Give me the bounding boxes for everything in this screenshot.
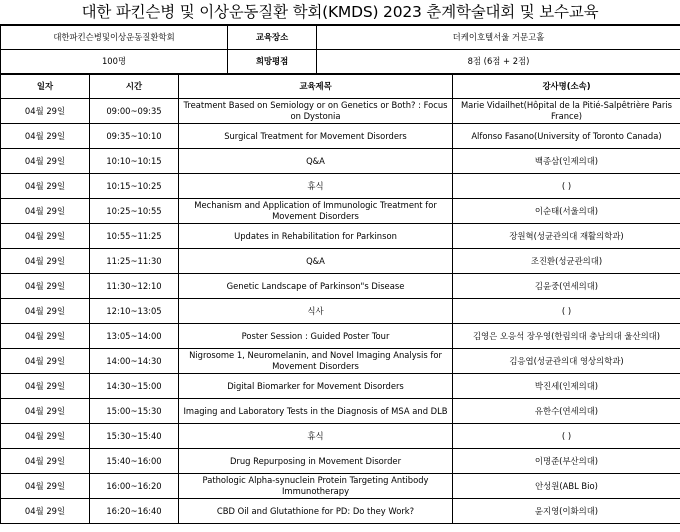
- speaker-cell: ( ): [453, 299, 680, 324]
- speaker-cell: 김영은 오응석 장우영(한림의대 충남의대 울산의대): [453, 324, 680, 349]
- time-cell: 16:20~16:40: [90, 499, 179, 524]
- time-cell: 14:00~14:30: [90, 349, 179, 374]
- date-cell: 04월 29일: [1, 274, 90, 299]
- time-cell: 10:15~10:25: [90, 174, 179, 199]
- table-row: [1, 499, 680, 524]
- table-row: [1, 474, 680, 499]
- speaker-cell: 윤지영(이화의대): [453, 499, 680, 524]
- title-cell: Updates in Rehabilitation for Parkinson: [179, 224, 453, 249]
- date-cell: 04월 29일: [1, 374, 90, 399]
- title-cell: Digital Biomarker for Movement Disorders: [179, 374, 453, 399]
- time-cell: 10:55~11:25: [90, 224, 179, 249]
- title-cell: Poster Session : Guided Poster Tour: [179, 324, 453, 349]
- table-row: [1, 374, 680, 399]
- speaker-cell: 유한수(연세의대): [453, 399, 680, 424]
- table-row: [1, 99, 680, 124]
- header-time: 시간: [90, 75, 179, 99]
- date-cell: 04월 29일: [1, 349, 90, 374]
- time-cell: 14:30~15:00: [90, 374, 179, 399]
- table-row: [1, 249, 680, 274]
- table-row: [1, 124, 680, 149]
- date-cell: 04월 29일: [1, 424, 90, 449]
- time-cell: 10:25~10:55: [90, 199, 179, 224]
- table-row: [1, 224, 680, 249]
- date-cell: 04월 29일: [1, 174, 90, 199]
- date-cell: 04월 29일: [1, 99, 90, 124]
- title-cell: CBD Oil and Glutathione for PD: Do they Work?: [179, 499, 453, 524]
- title-cell: Mechanism and Application of Immunologic Treatment for Movement Disorders: [179, 199, 453, 224]
- table-row: [1, 324, 680, 349]
- schedule-table: [0, 74, 680, 524]
- time-cell: 15:40~16:00: [90, 449, 179, 474]
- title-cell: Genetic Landscape of Parkinson"s Disease: [179, 274, 453, 299]
- title-cell: Treatment Based on Semiology or on Genetics or Both? : Focus on Dystonia: [179, 99, 453, 124]
- date-cell: 04월 29일: [1, 299, 90, 324]
- time-cell: 16:00~16:20: [90, 474, 179, 499]
- title-cell: 휴식: [179, 424, 453, 449]
- date-cell: 04월 29일: [1, 449, 90, 474]
- title-cell: 식사: [179, 299, 453, 324]
- title-cell: Pathologic Alpha-synuclein Protein Targeting Antibody Immunotherapy: [179, 474, 453, 499]
- time-cell: 11:25~11:30: [90, 249, 179, 274]
- table-row: [1, 299, 680, 324]
- title-cell: Q&A: [179, 149, 453, 174]
- time-cell: 09:35~10:10: [90, 124, 179, 149]
- date-cell: 04월 29일: [1, 399, 90, 424]
- place-value: 더케이호텔서울 거문고홀: [317, 26, 680, 50]
- speaker-cell: 안성원(ABL Bio): [453, 474, 680, 499]
- title-cell: Q&A: [179, 249, 453, 274]
- speaker-cell: ( ): [453, 174, 680, 199]
- title-cell: Drug Repurposing in Movement Disorder: [179, 449, 453, 474]
- place-label: 교육장소: [228, 26, 317, 50]
- title-cell: Surgical Treatment for Movement Disorders: [179, 124, 453, 149]
- date-cell: 04월 29일: [1, 199, 90, 224]
- page-title: 대한 파킨슨병 및 이상운동질환 학회(KMDS) 2023 춘계학술대회 및 보수교육: [0, 0, 680, 25]
- table-row: [1, 424, 680, 449]
- time-cell: 13:05~14:00: [90, 324, 179, 349]
- speaker-cell: 김응엽(성균관의대 영상의학과): [453, 349, 680, 374]
- header-speaker: 강사명(소속): [453, 75, 680, 99]
- speaker-cell: 이명준(부산의대): [453, 449, 680, 474]
- title-cell: Nigrosome 1, Neuromelanin, and Novel Imaging Analysis for Movement Disorders: [179, 349, 453, 374]
- speaker-cell: 장원혁(성균관의대 재활의학과): [453, 224, 680, 249]
- table-row: [1, 449, 680, 474]
- speaker-cell: 박진세(인제의대): [453, 374, 680, 399]
- info-row-2: [1, 50, 680, 74]
- date-cell: 04월 29일: [1, 249, 90, 274]
- table-row: [1, 274, 680, 299]
- date-cell: 04월 29일: [1, 499, 90, 524]
- info-row-1: [1, 26, 680, 50]
- date-cell: 04월 29일: [1, 474, 90, 499]
- time-cell: 15:00~15:30: [90, 399, 179, 424]
- date-cell: 04월 29일: [1, 224, 90, 249]
- table-row: [1, 399, 680, 424]
- time-cell: 10:10~10:15: [90, 149, 179, 174]
- speaker-cell: ( ): [453, 424, 680, 449]
- organizer-cell: 대한파킨슨병및이상운동질환학회: [1, 26, 228, 50]
- table-row: [1, 174, 680, 199]
- table-row: [1, 149, 680, 174]
- header-date: 일자: [1, 75, 90, 99]
- date-cell: 04월 29일: [1, 149, 90, 174]
- credit-label: 희망평점: [228, 50, 317, 74]
- schedule-body: [1, 99, 680, 524]
- speaker-cell: Marie Vidailhet(Hôpital de la Pitié-Salpêtrière Paris France): [453, 99, 680, 124]
- title-cell: Imaging and Laboratory Tests in the Diagnosis of MSA and DLB: [179, 399, 453, 424]
- time-cell: 15:30~15:40: [90, 424, 179, 449]
- time-cell: 12:10~13:05: [90, 299, 179, 324]
- table-row: [1, 349, 680, 374]
- time-cell: 11:30~12:10: [90, 274, 179, 299]
- table-row: [1, 199, 680, 224]
- capacity-cell: 100명: [1, 50, 228, 74]
- speaker-cell: Alfonso Fasano(University of Toronto Canada): [453, 124, 680, 149]
- credit-value: 8점 (6점 + 2점): [317, 50, 680, 74]
- date-cell: 04월 29일: [1, 324, 90, 349]
- info-table: [0, 25, 680, 74]
- title-cell: 휴식: [179, 174, 453, 199]
- date-cell: 04월 29일: [1, 124, 90, 149]
- speaker-cell: 김윤중(연세의대): [453, 274, 680, 299]
- speaker-cell: 백종삼(인제의대): [453, 149, 680, 174]
- speaker-cell: 이순태(서울의대): [453, 199, 680, 224]
- schedule-header-row: [1, 75, 680, 99]
- time-cell: 09:00~09:35: [90, 99, 179, 124]
- header-title: 교육제목: [179, 75, 453, 99]
- speaker-cell: 조진환(성균관의대): [453, 249, 680, 274]
